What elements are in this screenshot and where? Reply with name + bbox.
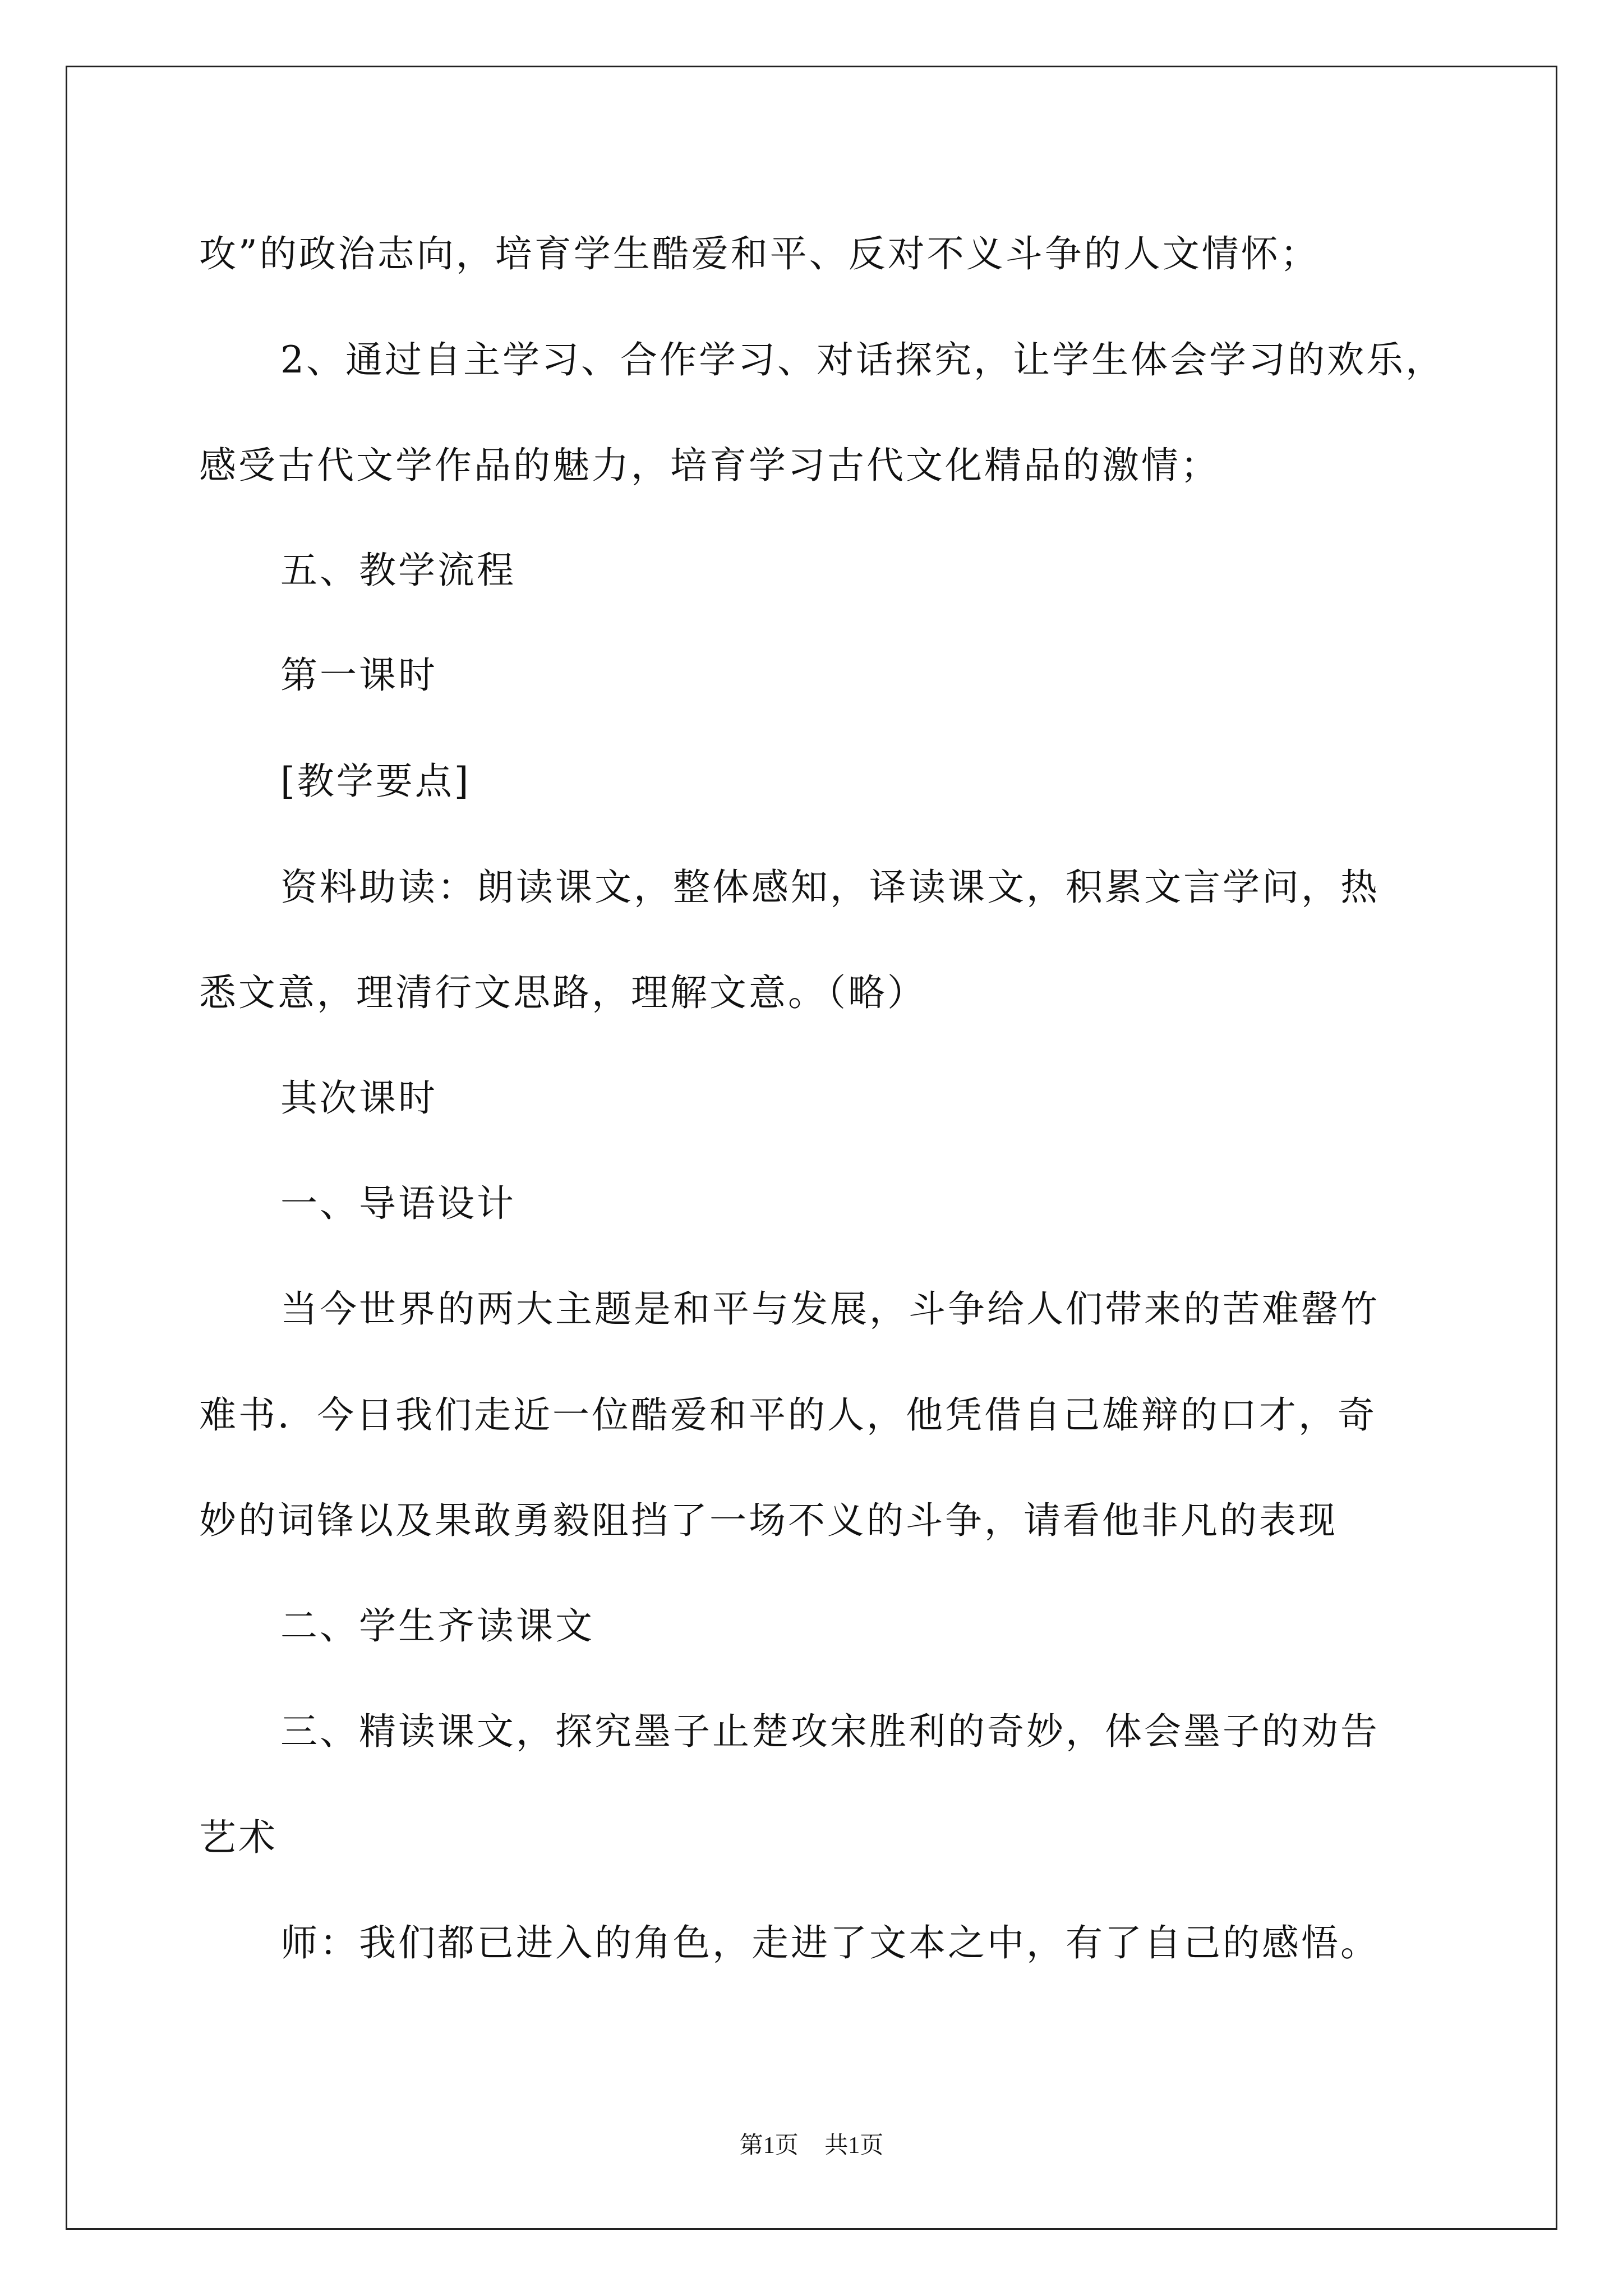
section-heading: 一、导语设计 xyxy=(280,1182,516,1225)
page-footer xyxy=(0,2132,1623,2160)
lesson-heading: 其次课时 xyxy=(280,1076,437,1120)
text-line: 攻”的政治志向，培育学生酷爱和平、反对不义斗争的人文情怀； xyxy=(199,232,1320,275)
text-line: 资料助读：朗读课文，整体感知，译读课文，积累文言学问，热 xyxy=(280,866,1380,909)
section-heading: 二、学生齐读课文 xyxy=(280,1604,594,1648)
text-line: 妙的词锋以及果敢勇毅阻挡了一场不义的斗争，请看他非凡的表现 xyxy=(199,1499,1338,1542)
page-total: 共1页 xyxy=(824,2133,884,2159)
text-line: 师：我们都已进入的角色，走进了文本之中，有了自己的感悟。 xyxy=(280,1921,1380,1964)
text-line: 感受古代文学作品的魅力，培育学习古代文化精品的激情； xyxy=(199,444,1220,487)
lesson-heading: 第一课时 xyxy=(280,654,437,697)
page-number: 第1页 xyxy=(739,2133,799,2159)
text-line: 悉文意，理清行文思路，理解文意。（略） xyxy=(199,971,926,1014)
text-line: 难书．今日我们走近一位酷爱和平的人，他凭借自己雄辩的口才，奇 xyxy=(199,1393,1377,1437)
text-line: 当今世界的两大主题是和平与发展，斗争给人们带来的苦难罄竹 xyxy=(280,1287,1380,1331)
text-line: 艺术 xyxy=(199,1816,278,1859)
section-heading: 五、教学流程 xyxy=(280,549,516,592)
text-line: 2、通过自主学习、合作学习、对话探究，让学生体会学习的欢乐， xyxy=(280,338,1445,381)
page-border xyxy=(66,66,1557,2230)
section-heading: 三、精读课文，探究墨子止楚攻宋胜利的奇妙，体会墨子的劝告 xyxy=(280,1710,1380,1753)
text-line: [教学要点] xyxy=(280,760,471,803)
